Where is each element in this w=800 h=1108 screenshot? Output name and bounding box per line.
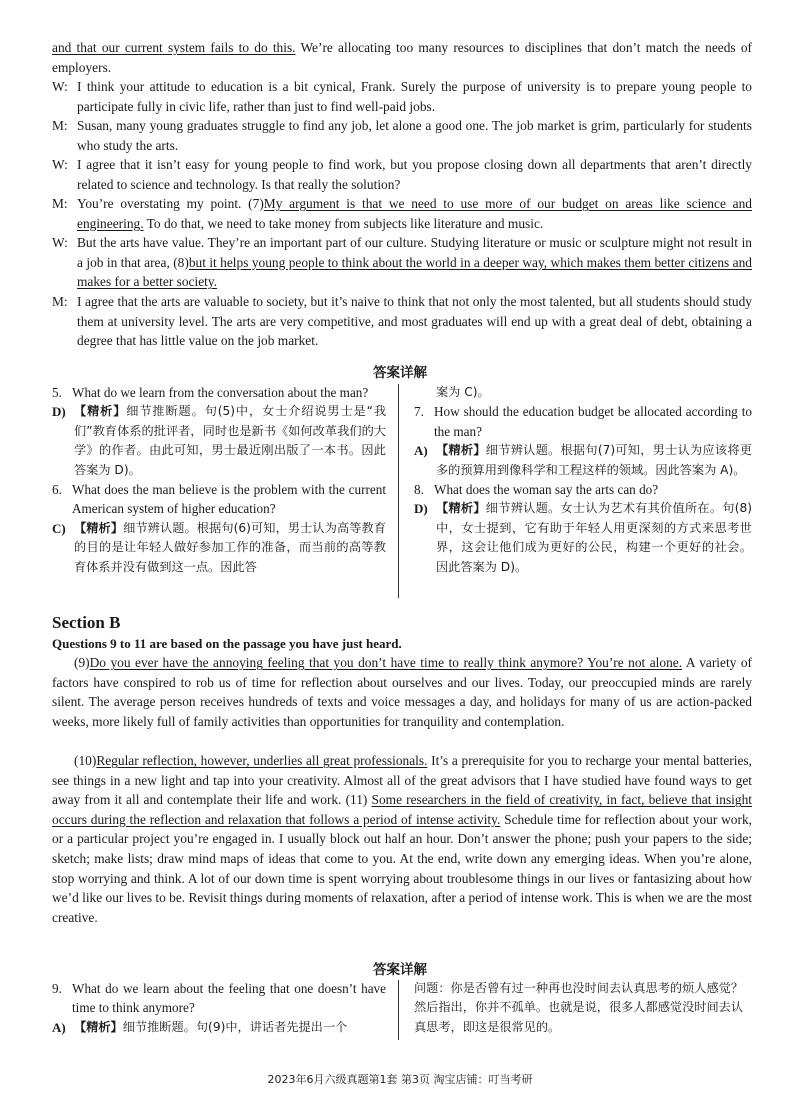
dialogue-line xyxy=(52,38,752,77)
section-title: Section B xyxy=(52,613,121,632)
dialogue-line xyxy=(52,116,752,155)
column-divider-2 xyxy=(398,980,399,1040)
analysis-tag: 【精析】 xyxy=(74,520,124,535)
question-text: What does the man believe is the problem with the current American system of higher education? xyxy=(72,482,386,517)
answer-analysis xyxy=(52,1018,386,1037)
analysis-text: 细节推断题。句(9)中，讲话者先提出一个 xyxy=(122,1019,348,1034)
answer-heading-1: 答案详解 xyxy=(373,365,427,381)
question-number: 9. xyxy=(52,981,62,996)
question-number: 8. xyxy=(414,482,424,498)
analysis-tag: 【精析】 xyxy=(74,1019,123,1034)
underlined-sentence: Do you ever have the annoying feeling that you don’t have time to really think anymore? You’re not alone. xyxy=(89,655,683,670)
underlined-sentence: Regular reflection, however, underlies all great professionals. xyxy=(96,753,428,768)
dialogue-line xyxy=(52,77,752,116)
analysis-tag: 【精析】 xyxy=(436,501,486,516)
text-segment: (10) xyxy=(74,753,97,768)
underlined-sentence: but it helps young people to think about the world in a deeper way, which makes them better citizens and makes for a better society. xyxy=(77,254,752,290)
passage-paragraph xyxy=(52,653,752,731)
text-segment: Schedule time for reflection about your work, or a particular project you’re engaged in. I usually block out half an hour. Don’t answer the phone; push your papers to the side; sketch; make lists; draw mind maps of ideas that come to you. At the end, write down any emerging ideas. When you’re alone, stop worrying and think. A lot of our down time is spent worrying about troublesome things in our lives or fantasizing about how we’d like our lives to be. Revisit things during moments of relaxation, after a period of intense work. This is when we are the most creative. xyxy=(52,811,753,925)
answer-choice: A) xyxy=(414,443,428,459)
text-segment: I agree that the arts are valuable to society, but it’s naive to think that not only the most talented, but all students should study them at university level. The arts are very competitive, and most graduates will end up with a great deal of debt, obtaining a degree that has little value on the job market. xyxy=(77,294,752,349)
page-footer: 2023年6月六级真题第1套 第3页 淘宝店铺：叮当考研 xyxy=(267,1073,533,1086)
speaker-label: W: xyxy=(52,79,68,94)
text-segment: We’re allocating too many resources to disciplines that don’t match the needs of employers. xyxy=(52,40,752,75)
text-segment: You’re overstating my point. (7) xyxy=(77,196,264,211)
text-segment: I agree that it isn’t easy for young people to find work, but you propose closing down all departments that aren’t directly related to science and technology. Is that really the solution? xyxy=(77,157,752,192)
underlined-sentence: Some researchers in the field of creativity, in fact, believe that insight occurs during the reflection and relaxation that follows a period of intense activity. xyxy=(52,792,752,827)
column-divider-1 xyxy=(398,384,399,598)
left-column-2 xyxy=(52,979,386,1037)
question-item xyxy=(52,480,386,519)
right-column-2 xyxy=(414,979,752,1037)
answer-choice: D) xyxy=(414,501,428,517)
question-item xyxy=(52,383,386,402)
text-segment: It’s a prerequisite for you to recharge your mental batteries, see things in a new light and tap into your creativity. Almost all of the great advisors that I have studied have found ways to get away from it all and contemplate their life and work. (11) xyxy=(52,753,752,808)
analysis-text: 细节推断题。句(5)中，女士介绍说男士是“我们”教育体系的批评者，同时也是新书《如何改革我们的大学》的作者。由此可知，男士最近刚出版了一本书。因此答案为 D)。 xyxy=(74,404,387,477)
dialogue-line xyxy=(52,194,752,233)
question-text: How should the education budget be allocated according to the man? xyxy=(434,404,752,439)
analysis-text: 细节辨认题。根据句(7)可知，男士认为应该将更多的预算用到像科学和工程这样的领域。因此答案为 A)。 xyxy=(436,443,753,477)
question-text: What does the woman say the arts can do? xyxy=(434,482,659,498)
question-item xyxy=(52,979,386,1018)
dialogue-line xyxy=(52,155,752,194)
underlined-sentence: My argument is that we need to use more of our budget on areas like science and engineering. xyxy=(77,196,752,231)
dialogue-text xyxy=(52,40,752,75)
text-segment: I think your attitude to education is a bit cynical, Frank. Surely the purpose of university is to prepare young people to participate fully in civic life, rather than just to find well-paid jobs. xyxy=(77,79,752,114)
dialogue-line xyxy=(52,292,752,351)
text-segment: (9) xyxy=(74,655,90,670)
question-number: 7. xyxy=(414,404,424,420)
question-item xyxy=(414,480,752,499)
dialogue-text xyxy=(77,292,752,351)
speaker-label: M: xyxy=(52,118,68,133)
question-text: What do we learn from the conversation about the man? xyxy=(72,385,369,400)
text-segment: But the arts have value. They’re an important part of our culture. Studying literature or music or sculpture might not result in a job in that area, (8) xyxy=(77,235,752,270)
dialogue-text xyxy=(77,116,752,155)
continuation-text: 问题：你是否曾有过一种再也没时间去认真思考的烦人感觉？然后指出，你并不孤单。也就是说，很多人都感觉没时间去认真思考，即这是很常见的。 xyxy=(414,981,744,1034)
questions-heading: Questions 9 to 11 are based on the passage you have just heard. xyxy=(52,636,402,651)
dialogue-line xyxy=(52,233,752,292)
speaker-label: M: xyxy=(52,294,68,309)
analysis-text: 细节辨认题。根据句(6)可知，男士认为高等教育的目的是让年轻人做好参加工作的准备，而当前的高等教育体系并没有做到这一点。因此答 xyxy=(74,520,387,574)
text-segment: A variety of factors have conspired to rob us of time for reflection about ourselves and our lives. Today, our preoccupied minds are rarely silent. The average person receives hundreds of texts and voice messages a day, and holidays for many of us are action-packed weeks, more likely full of family activities than opportunities for tranquility and contemplation. xyxy=(52,655,752,729)
answer-analysis xyxy=(52,519,386,577)
left-column-1 xyxy=(52,383,386,577)
continuation-text: 案为 C)。 xyxy=(436,385,490,399)
underlined-sentence: and that our current system fails to do this. xyxy=(52,40,296,55)
analysis-tag: 【精析】 xyxy=(436,443,486,458)
speaker-label: M: xyxy=(52,196,68,211)
question-number: 6. xyxy=(52,482,62,498)
text-segment: Susan, many young graduates struggle to find any job, let alone a good one. The job market is grim, particularly for students who study the arts. xyxy=(77,118,752,153)
passage-paragraph xyxy=(52,751,752,927)
question-number: 5. xyxy=(52,385,62,400)
answer-analysis xyxy=(414,499,752,577)
speaker-label: W: xyxy=(52,157,68,172)
speaker-label: W: xyxy=(52,235,68,250)
dialogue-text xyxy=(77,194,752,233)
analysis-tag: 【精析】 xyxy=(74,404,127,419)
answer-analysis xyxy=(52,402,386,480)
dialogue-text xyxy=(77,233,752,292)
analysis-text: 细节辨认题。女士认为艺术有其价值所在。句(8)中，女士提到，它有助于年轻人用更深刻的方式来思考世界，这会让他们成为更好的公民，构建一个更好的社会。因此答案为 D)。 xyxy=(436,501,753,574)
answer-analysis xyxy=(414,441,752,480)
question-item xyxy=(414,402,752,441)
dialogue-text xyxy=(77,155,752,194)
right-column-1 xyxy=(414,383,752,577)
answer-choice: A) xyxy=(52,1019,66,1035)
question-text: What do we learn about the feeling that one doesn’t have time to think anymore? xyxy=(72,981,386,1016)
answer-choice: D) xyxy=(52,404,66,420)
answer-choice: C) xyxy=(52,520,66,536)
dialogue-text xyxy=(77,77,752,116)
text-segment: To do that, we need to take money from subjects like literature and music. xyxy=(143,215,544,231)
answer-heading-2: 答案详解 xyxy=(373,962,427,978)
